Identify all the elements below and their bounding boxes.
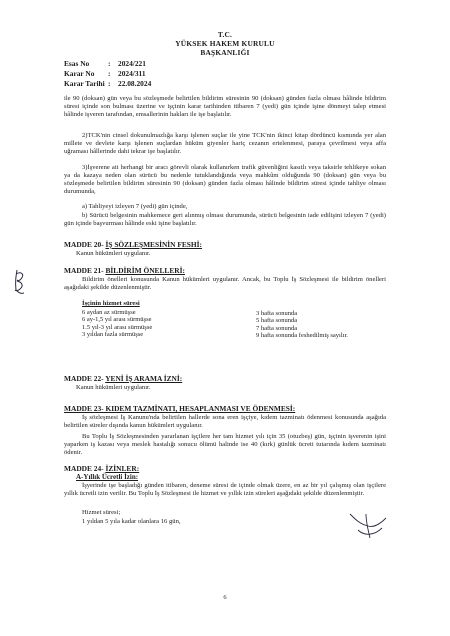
notice-service-cell: 6 aydan az sürmüşse [82, 309, 136, 316]
madde23-heading: MADDE 23- KIDEM TAZMİNATI, HESAPLANMASI VE ÖDENMESİ: [64, 404, 296, 413]
madde22-heading: YENİ İŞ ARAMA İZNİ: [105, 374, 183, 383]
notice-period-cell: 7 hafta sonunda [256, 324, 298, 332]
madde22-title [64, 374, 182, 383]
madde24-subtitle: A-Yıllık Ücretli İzin: [76, 473, 139, 481]
header-presidency: BAŞKANLIĞI [200, 48, 250, 57]
madde20-title [64, 240, 202, 249]
paragraph-2: 2)TCK'nin cinsel dokunulmazlığa karşı işlenen suçlar ile yine TCK'nin ikinci kitap dördüncü kısmında yer alan millete ve devlete karşı işlenen suçlardan hüküm giyenler hariç cezanın ertelenmesi, paraya çevrilmesi veya affa uğraması hâllerinde dahi tekrar işe başlatılır. [64, 132, 386, 155]
madde24-line-1: Hizmet süresi; [82, 509, 121, 516]
header-tc: T.C. [217, 30, 233, 39]
madde20-body: Kanun hükümleri uygulanır. [76, 250, 151, 257]
notice-period-cell: 3 hafta sonunda [256, 310, 298, 317]
meta-label: Karar Tarihi [64, 79, 105, 88]
madde23-body-1: İş sözleşmesi İş Kanunu'nda belirtilen hallerde sona eren işçiye, kıdem tazminatı ödenmesi konusunda aşağıda belirtilen süreler dışında kanun hükümleri uygulanır. [64, 414, 386, 429]
meta-label: Karar No [64, 69, 95, 78]
notice-service-cell: 1.5 yıl-3 yıl arası sürmüşse [82, 323, 153, 331]
notice-service-column [82, 309, 152, 339]
paragraph-1: ile 90 (doksan) gün veya bu sözleşmede belirtilen bildirim süresinin 90 (doksan) günden fazla olması hâlinde bildirim süresi içinde son bulması üzerine ve işçinin karar tarihinden itibaren 7 (yedi) gün içinde işine dönmeyi talep etmesi hâlinde işveren tarafından, emsallerinin hakları ile işe başlatılır. [64, 95, 386, 118]
notice-period-cell: 9 hafta sonunda feshedilmiş sayılır. [256, 332, 348, 340]
page-number: 6 [223, 594, 227, 601]
meta-esas: Esas No : 2024/221 [64, 59, 146, 68]
madde24-heading: İZİNLER: [105, 464, 140, 473]
notice-table-title: İşçinin hizmet süresi [82, 300, 140, 307]
madde24-line-2: 1 yıldan 5 yıla kadar olanlara 16 gün, [82, 518, 181, 525]
madde23-title [64, 404, 295, 413]
madde20-prefix: MADDE 20- [64, 240, 104, 249]
madde21-body: Bildirim önelleri konusunda Kanun hükümleri uygulanır. Ancak, bu Toplu İş Sözleşmesi ile bildirim önelleri aşağıdaki şekilde düzenlenmiştir. [64, 276, 386, 291]
handwritten-initials [346, 510, 390, 540]
meta-karar: Karar No : 2024/311 [64, 69, 146, 78]
notice-period-column [256, 310, 348, 340]
madde20-heading: İŞ SÖZLEŞMESİNİN FESHİ: [105, 240, 203, 249]
madde22-body: Kanun hükümleri uygulanır. [76, 384, 151, 391]
meta-value: 2024/221 [118, 59, 146, 68]
madde21-heading: BİLDİRİM ÖNELLERİ: [105, 266, 185, 275]
meta-label: Esas No [64, 59, 90, 68]
header-court: YÜKSEK HAKEM KURULU [175, 39, 275, 48]
paragraph-3a: a) Tahliyeyi izleyen 7 (yedi) gün içinde, [82, 203, 188, 210]
madde22-prefix: MADDE 22- [64, 374, 104, 383]
paragraph-3: 3)İşverene ait herhangi bir aracı görevli olarak kullanırken trafik güvenliğini kasıtlı veya taksirle tehlikeye sokan ya da kazaya neden olan sürücü bu nedenle tutuklandığında veya mahkûm olduğunda 90 (doksan) gün veya bu sözleşmede belirtilen bildirim süresinin 90 (doksan) günden fazla olması hâlinde bildirim süresi içinde tahliye olması durumunda, [64, 164, 386, 195]
notice-service-cell: 6 ay-1,5 yıl arası sürmüşse [82, 316, 152, 324]
notice-service-cell: 3 yıldan fazla sürmüşse [82, 331, 144, 339]
meta-tarih: Karar Tarihi : 22.08.2024 [64, 79, 152, 88]
notice-period-cell: 5 hafta sonunda [256, 317, 298, 325]
madde24-prefix: MADDE 24- [64, 464, 104, 473]
madde23-body-2: Bu Toplu İş Sözleşmesinden yararlanan işçilere her tam hizmet yılı için 35 (otuzbeş) gün, işçinin işverenin işini yaparken iş kazası veya meslek hastalığı sonucu ölümü halinde ise 40 (kırk) günlük ücreti tutarında kıdem tazminatı ödenir. [64, 433, 386, 456]
madde21-prefix: MADDE 21- [64, 266, 104, 275]
madde24-body: İşyerinde işe başladığı günden itibaren, deneme süresi de içinde olmak üzere, en az bir yıl çalışmış olan işçilere yıllık ücretli izin verilir. Bu Toplu İş Sözleşmesi ile hizmet ve yıllık izin süreleri aşağıdaki şekilde düzenlenmiştir. [64, 482, 386, 497]
madde24-title [64, 464, 139, 473]
madde21-title [64, 266, 185, 275]
paragraph-3b: b) Sürücü belgesinin mahkemece geri alınmış olması durumunda, sürücü belgesinin iade edilişini izleyen 7 (yedi) gün içinde başvurması hâlinde eski işine başlatılır. [64, 212, 386, 227]
handwritten-signature [12, 268, 28, 296]
meta-value: 22.08.2024 [118, 79, 152, 88]
meta-value: 2024/311 [118, 69, 146, 78]
